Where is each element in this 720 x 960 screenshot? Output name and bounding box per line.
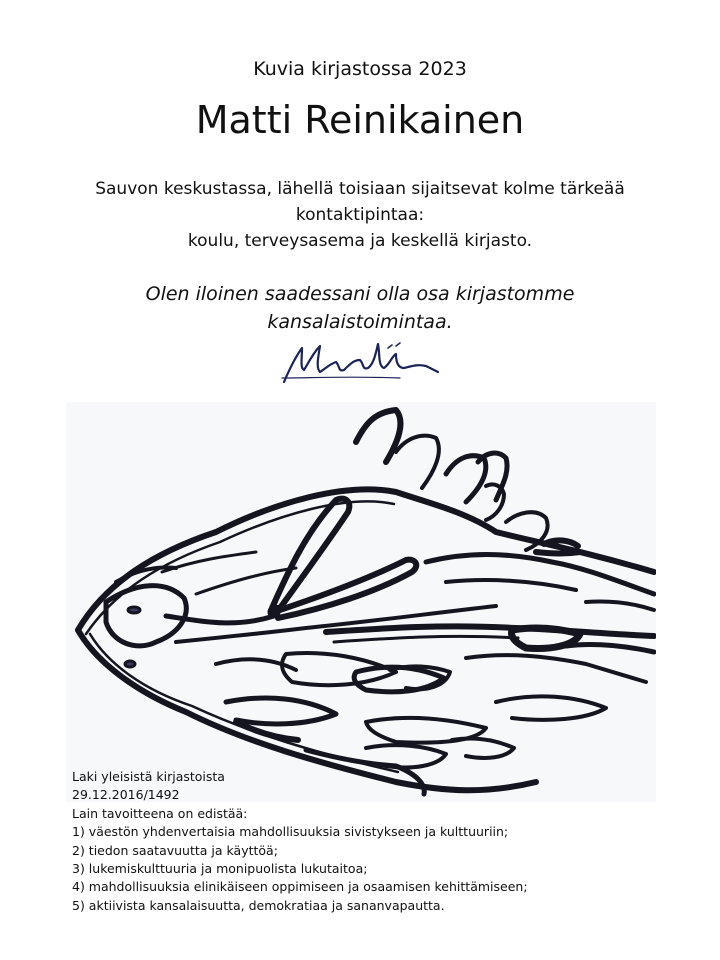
- law-item: 2) tiedon saatavuutta ja käyttöä;: [72, 842, 278, 858]
- law-lead: Lain tavoitteena on edistää:: [72, 805, 248, 821]
- law-item: 1) väestön yhdenvertaisia mahdollisuuksia sivistykseen ja kulttuuriin;: [72, 824, 509, 840]
- intro-line: kontaktipintaa:: [295, 205, 425, 225]
- event-title: Kuvia kirjastossa 2023: [253, 58, 467, 80]
- artist-quote: [60, 280, 660, 336]
- library-law-text: [72, 768, 692, 915]
- law-title: Laki yleisistä kirjastoista: [72, 769, 225, 784]
- law-item: 5) aktiivista kansalaisuutta, demokratiaa ja sananvapautta.: [72, 897, 445, 913]
- artist-name: Matti Reinikainen: [195, 98, 525, 142]
- intro-line: Sauvon keskustassa, lähellä toisiaan sijaitsevat kolme tärkeää: [95, 179, 625, 199]
- law-reference: 29.12.2016/1492: [72, 787, 180, 803]
- abstract-fish-artwork: [66, 402, 656, 802]
- quote-line: kansalaistoimintaa.: [267, 311, 453, 333]
- law-item: 4) mahdollisuuksia elinikäiseen oppimiseen ja osaamisen kehittämiseen;: [72, 879, 528, 895]
- quote-line: Olen iloinen saadessani olla osa kirjastomme: [145, 283, 575, 305]
- intro-line: koulu, terveysasema ja keskellä kirjasto.: [187, 231, 533, 251]
- law-item: 3) lukemiskulttuuria ja monipuolista lukutaitoa;: [72, 861, 368, 877]
- intro-paragraph: [80, 176, 640, 254]
- signature: [280, 338, 440, 388]
